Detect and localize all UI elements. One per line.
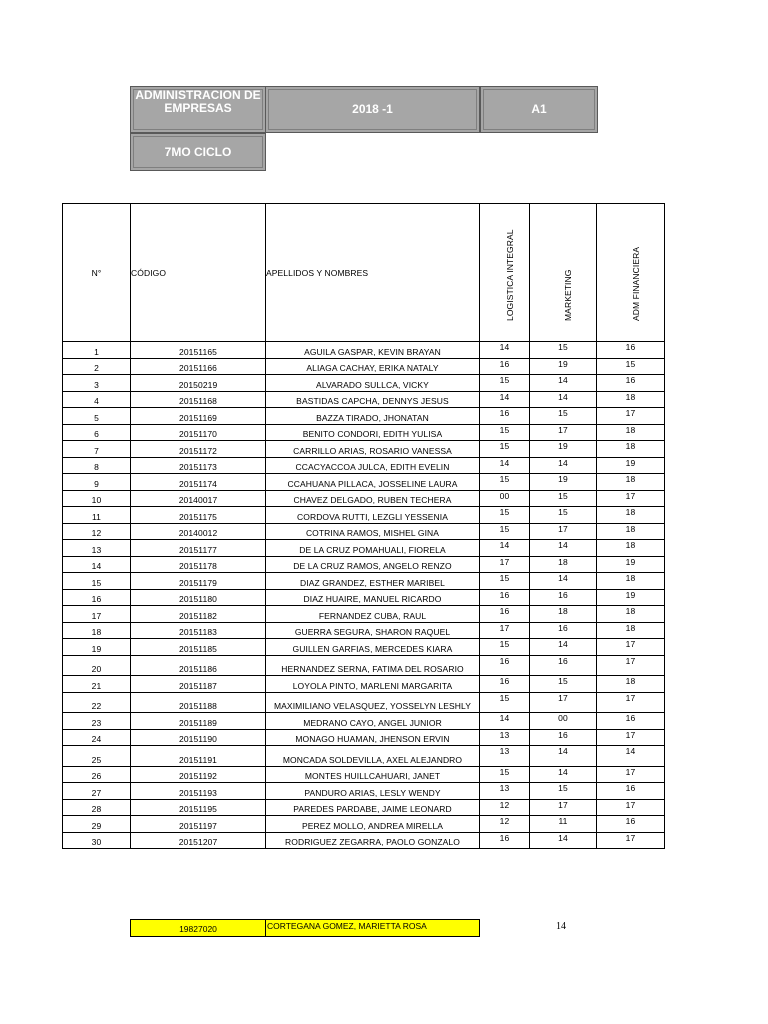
grade-marketing: 19 <box>530 358 597 375</box>
row-number: 18 <box>63 622 131 639</box>
row-name: DIAZ HUAIRE, MANUEL RICARDO <box>266 589 480 606</box>
grade-adm-financiera: 16 <box>597 375 665 392</box>
grade-marketing: 16 <box>530 655 597 676</box>
table-row <box>63 457 665 474</box>
program-header-cell <box>130 86 266 133</box>
grade-logistica: 12 <box>480 799 530 816</box>
grade-marketing: 19 <box>530 441 597 458</box>
grade-marketing: 17 <box>530 692 597 713</box>
row-name: CARRILLO ARIAS, ROSARIO VANESSA <box>266 441 480 458</box>
grade-adm-financiera: 17 <box>597 639 665 656</box>
row-name: PANDURO ARIAS, LESLY WENDY <box>266 783 480 800</box>
row-number: 3 <box>63 375 131 392</box>
table-row <box>63 799 665 816</box>
row-name: GUERRA SEGURA, SHARON RAQUEL <box>266 622 480 639</box>
row-number: 21 <box>63 676 131 693</box>
row-name: HERNANDEZ SERNA, FATIMA DEL ROSARIO <box>266 655 480 676</box>
grade-logistica: 17 <box>480 556 530 573</box>
grade-adm-financiera: 18 <box>597 424 665 441</box>
row-number: 11 <box>63 507 131 524</box>
row-name: DIAZ GRANDEZ, ESTHER MARIBEL <box>266 573 480 590</box>
grade-adm-financiera: 17 <box>597 766 665 783</box>
row-name: PEREZ MOLLO, ANDREA MIRELLA <box>266 816 480 833</box>
grade-logistica: 14 <box>480 540 530 557</box>
grade-adm-financiera: 19 <box>597 556 665 573</box>
grade-marketing: 14 <box>530 639 597 656</box>
row-number: 2 <box>63 358 131 375</box>
grade-logistica: 15 <box>480 507 530 524</box>
grade-logistica: 16 <box>480 408 530 425</box>
table-header-row <box>63 204 665 342</box>
extra-student-row <box>130 919 480 937</box>
cycle-label: 7MO CICLO <box>164 144 232 159</box>
grade-adm-financiera: 19 <box>597 457 665 474</box>
grade-marketing: 15 <box>530 490 597 507</box>
row-code: 20151169 <box>131 408 266 425</box>
grade-marketing: 14 <box>530 457 597 474</box>
row-number: 13 <box>63 540 131 557</box>
row-number: 27 <box>63 783 131 800</box>
row-name: ALIAGA CACHAY, ERIKA NATALY <box>266 358 480 375</box>
row-name: MONTES HUILLCAHUARI, JANET <box>266 766 480 783</box>
grades-table <box>62 203 665 849</box>
col-header-logistica-label: LOGISTICA INTEGRAL <box>504 229 515 321</box>
table-row <box>63 766 665 783</box>
table-row <box>63 556 665 573</box>
row-name: ALVARADO SULLCA, VICKY <box>266 375 480 392</box>
row-number: 28 <box>63 799 131 816</box>
grade-logistica: 00 <box>480 490 530 507</box>
row-code: 20151168 <box>131 391 266 408</box>
row-number: 25 <box>63 746 131 767</box>
row-code: 20151177 <box>131 540 266 557</box>
row-number: 8 <box>63 457 131 474</box>
row-name: BAZZA TIRADO, JHONATAN <box>266 408 480 425</box>
col-header-name: APELLIDOS Y NOMBRES <box>266 204 480 342</box>
row-code: 20151189 <box>131 713 266 730</box>
grade-logistica: 13 <box>480 783 530 800</box>
row-number: 30 <box>63 832 131 849</box>
grade-logistica: 14 <box>480 457 530 474</box>
table-row <box>63 692 665 713</box>
col-header-logistica <box>480 204 530 342</box>
table-row <box>63 490 665 507</box>
table-row <box>63 622 665 639</box>
table-row <box>63 441 665 458</box>
grade-logistica: 15 <box>480 692 530 713</box>
grade-marketing: 16 <box>530 589 597 606</box>
grade-logistica: 16 <box>480 358 530 375</box>
grade-logistica: 15 <box>480 573 530 590</box>
row-number: 23 <box>63 713 131 730</box>
table-row <box>63 540 665 557</box>
table-row <box>63 746 665 767</box>
row-code: 20151187 <box>131 676 266 693</box>
grade-logistica: 15 <box>480 766 530 783</box>
row-code: 20151175 <box>131 507 266 524</box>
grade-logistica: 16 <box>480 589 530 606</box>
col-header-marketing-label: MARKETING <box>563 269 573 321</box>
grade-marketing: 16 <box>530 729 597 746</box>
grade-marketing: 14 <box>530 375 597 392</box>
grade-marketing: 14 <box>530 540 597 557</box>
row-name: CHAVEZ DELGADO, RUBEN TECHERA <box>266 490 480 507</box>
grade-logistica: 15 <box>480 441 530 458</box>
table-row <box>63 507 665 524</box>
row-number: 19 <box>63 639 131 656</box>
grade-logistica: 15 <box>480 523 530 540</box>
row-number: 26 <box>63 766 131 783</box>
table-row <box>63 375 665 392</box>
grade-logistica: 13 <box>480 729 530 746</box>
grade-marketing: 15 <box>530 783 597 800</box>
row-name: CCACYACCOA JULCA, EDITH EVELIN <box>266 457 480 474</box>
grade-adm-financiera: 16 <box>597 342 665 359</box>
table-row <box>63 589 665 606</box>
row-number: 5 <box>63 408 131 425</box>
grade-marketing: 17 <box>530 424 597 441</box>
col-header-adm-financiera <box>597 204 665 342</box>
grade-marketing: 11 <box>530 816 597 833</box>
grade-marketing: 17 <box>530 799 597 816</box>
row-code: 20151173 <box>131 457 266 474</box>
cycle-header-cell <box>130 133 266 171</box>
grade-adm-financiera: 14 <box>597 746 665 767</box>
grade-logistica: 16 <box>480 832 530 849</box>
row-name: CORDOVA RUTTI, LEZGLI YESSENIA <box>266 507 480 524</box>
row-code: 20151191 <box>131 746 266 767</box>
row-number: 7 <box>63 441 131 458</box>
row-name: MEDRANO CAYO, ANGEL JUNIOR <box>266 713 480 730</box>
grade-adm-financiera: 18 <box>597 606 665 623</box>
grade-marketing: 15 <box>530 408 597 425</box>
grade-adm-financiera: 18 <box>597 540 665 557</box>
grade-adm-financiera: 17 <box>597 799 665 816</box>
grade-adm-financiera: 17 <box>597 832 665 849</box>
grade-adm-financiera: 17 <box>597 655 665 676</box>
table-row <box>63 816 665 833</box>
grade-marketing: 19 <box>530 474 597 491</box>
table-row <box>63 655 665 676</box>
grade-marketing: 17 <box>530 523 597 540</box>
row-code: 20151172 <box>131 441 266 458</box>
row-code: 20151165 <box>131 342 266 359</box>
col-header-code: CÓDIGO <box>131 204 266 342</box>
row-name: PAREDES PARDABE, JAIME LEONARD <box>266 799 480 816</box>
table-row <box>63 523 665 540</box>
grade-marketing: 00 <box>530 713 597 730</box>
extra-student-name: CORTEGANA GOMEZ, MARIETTA ROSA <box>266 919 480 937</box>
row-code: 20151183 <box>131 622 266 639</box>
row-name: MONAGO HUAMAN, JHENSON ERVIN <box>266 729 480 746</box>
grade-adm-financiera: 16 <box>597 816 665 833</box>
row-code: 20151192 <box>131 766 266 783</box>
grade-logistica: 15 <box>480 424 530 441</box>
grade-marketing: 14 <box>530 832 597 849</box>
grade-adm-financiera: 16 <box>597 713 665 730</box>
extra-student-grade: 14 <box>556 921 566 932</box>
row-code: 20151180 <box>131 589 266 606</box>
row-code: 20151190 <box>131 729 266 746</box>
row-number: 17 <box>63 606 131 623</box>
row-number: 16 <box>63 589 131 606</box>
section-label: A1 <box>531 102 547 116</box>
row-code: 20140012 <box>131 523 266 540</box>
row-code: 20151188 <box>131 692 266 713</box>
col-header-number: N° <box>63 204 131 342</box>
row-code: 20151195 <box>131 799 266 816</box>
row-code: 20151178 <box>131 556 266 573</box>
table-row <box>63 783 665 800</box>
row-code: 20150219 <box>131 375 266 392</box>
col-header-marketing <box>530 204 597 342</box>
row-name: FERNANDEZ CUBA, RAUL <box>266 606 480 623</box>
table-row <box>63 358 665 375</box>
row-code: 20151193 <box>131 783 266 800</box>
grade-marketing: 15 <box>530 676 597 693</box>
grade-adm-financiera: 18 <box>597 523 665 540</box>
row-code: 20151186 <box>131 655 266 676</box>
row-code: 20151185 <box>131 639 266 656</box>
row-number: 14 <box>63 556 131 573</box>
row-name: DE LA CRUZ RAMOS, ANGELO RENZO <box>266 556 480 573</box>
row-number: 4 <box>63 391 131 408</box>
row-name: MAXIMILIANO VELASQUEZ, YOSSELYN LESHLY <box>266 692 480 713</box>
grade-adm-financiera: 18 <box>597 622 665 639</box>
grade-marketing: 14 <box>530 573 597 590</box>
grade-adm-financiera: 18 <box>597 391 665 408</box>
grade-logistica: 15 <box>480 639 530 656</box>
row-name: RODRIGUEZ ZEGARRA, PAOLO GONZALO <box>266 832 480 849</box>
table-row <box>63 474 665 491</box>
table-row <box>63 832 665 849</box>
program-title: ADMINISTRACION DE EMPRESAS <box>135 88 261 115</box>
grade-logistica: 16 <box>480 606 530 623</box>
grade-adm-financiera: 17 <box>597 692 665 713</box>
row-name: AGUILA GASPAR, KEVIN BRAYAN <box>266 342 480 359</box>
extra-student-code: 19827020 <box>130 919 266 937</box>
table-row <box>63 676 665 693</box>
row-number: 1 <box>63 342 131 359</box>
grade-adm-financiera: 18 <box>597 676 665 693</box>
row-number: 12 <box>63 523 131 540</box>
grade-logistica: 15 <box>480 474 530 491</box>
period-label: 2018 -1 <box>352 102 393 116</box>
table-row <box>63 729 665 746</box>
grade-marketing: 18 <box>530 556 597 573</box>
grade-adm-financiera: 15 <box>597 358 665 375</box>
grade-logistica: 15 <box>480 375 530 392</box>
row-number: 29 <box>63 816 131 833</box>
row-name: BASTIDAS CAPCHA, DENNYS JESUS <box>266 391 480 408</box>
section-header-cell <box>480 86 598 133</box>
grade-marketing: 14 <box>530 746 597 767</box>
table-row <box>63 606 665 623</box>
grade-logistica: 13 <box>480 746 530 767</box>
grade-adm-financiera: 17 <box>597 408 665 425</box>
table-row <box>63 391 665 408</box>
grade-adm-financiera: 18 <box>597 474 665 491</box>
col-header-adm-financiera-label: ADM FINANCIERA <box>630 246 641 321</box>
row-code: 20151170 <box>131 424 266 441</box>
grade-marketing: 16 <box>530 622 597 639</box>
table-row <box>63 639 665 656</box>
row-name: BENITO CONDORI, EDITH YULISA <box>266 424 480 441</box>
row-number: 10 <box>63 490 131 507</box>
grade-adm-financiera: 18 <box>597 573 665 590</box>
row-number: 24 <box>63 729 131 746</box>
grade-logistica: 17 <box>480 622 530 639</box>
period-header-cell <box>265 86 480 133</box>
grade-adm-financiera: 17 <box>597 729 665 746</box>
grade-adm-financiera: 18 <box>597 441 665 458</box>
table-row <box>63 408 665 425</box>
grade-marketing: 18 <box>530 606 597 623</box>
row-number: 9 <box>63 474 131 491</box>
grade-adm-financiera: 18 <box>597 507 665 524</box>
grade-marketing: 15 <box>530 507 597 524</box>
row-number: 15 <box>63 573 131 590</box>
row-code: 20151197 <box>131 816 266 833</box>
grade-marketing: 14 <box>530 391 597 408</box>
row-code: 20151179 <box>131 573 266 590</box>
row-name: CCAHUANA PILLACA, JOSSELINE LAURA <box>266 474 480 491</box>
table-row <box>63 713 665 730</box>
row-code: 20140017 <box>131 490 266 507</box>
grade-logistica: 12 <box>480 816 530 833</box>
row-code: 20151174 <box>131 474 266 491</box>
row-name: COTRINA RAMOS, MISHEL GINA <box>266 523 480 540</box>
row-code: 20151207 <box>131 832 266 849</box>
grade-logistica: 16 <box>480 676 530 693</box>
grade-adm-financiera: 16 <box>597 783 665 800</box>
row-code: 20151166 <box>131 358 266 375</box>
row-number: 20 <box>63 655 131 676</box>
grade-logistica: 16 <box>480 655 530 676</box>
grade-adm-financiera: 17 <box>597 490 665 507</box>
grade-marketing: 15 <box>530 342 597 359</box>
row-name: LOYOLA PINTO, MARLENI MARGARITA <box>266 676 480 693</box>
grade-adm-financiera: 19 <box>597 589 665 606</box>
row-name: GUILLEN GARFIAS, MERCEDES KIARA <box>266 639 480 656</box>
grade-marketing: 14 <box>530 766 597 783</box>
row-code: 20151182 <box>131 606 266 623</box>
row-name: DE LA CRUZ POMAHUALI, FIORELA <box>266 540 480 557</box>
table-row <box>63 573 665 590</box>
row-number: 6 <box>63 424 131 441</box>
grade-logistica: 14 <box>480 713 530 730</box>
row-number: 22 <box>63 692 131 713</box>
grade-logistica: 14 <box>480 391 530 408</box>
table-row <box>63 342 665 359</box>
table-row <box>63 424 665 441</box>
grade-logistica: 14 <box>480 342 530 359</box>
row-name: MONCADA SOLDEVILLA, AXEL ALEJANDRO <box>266 746 480 767</box>
